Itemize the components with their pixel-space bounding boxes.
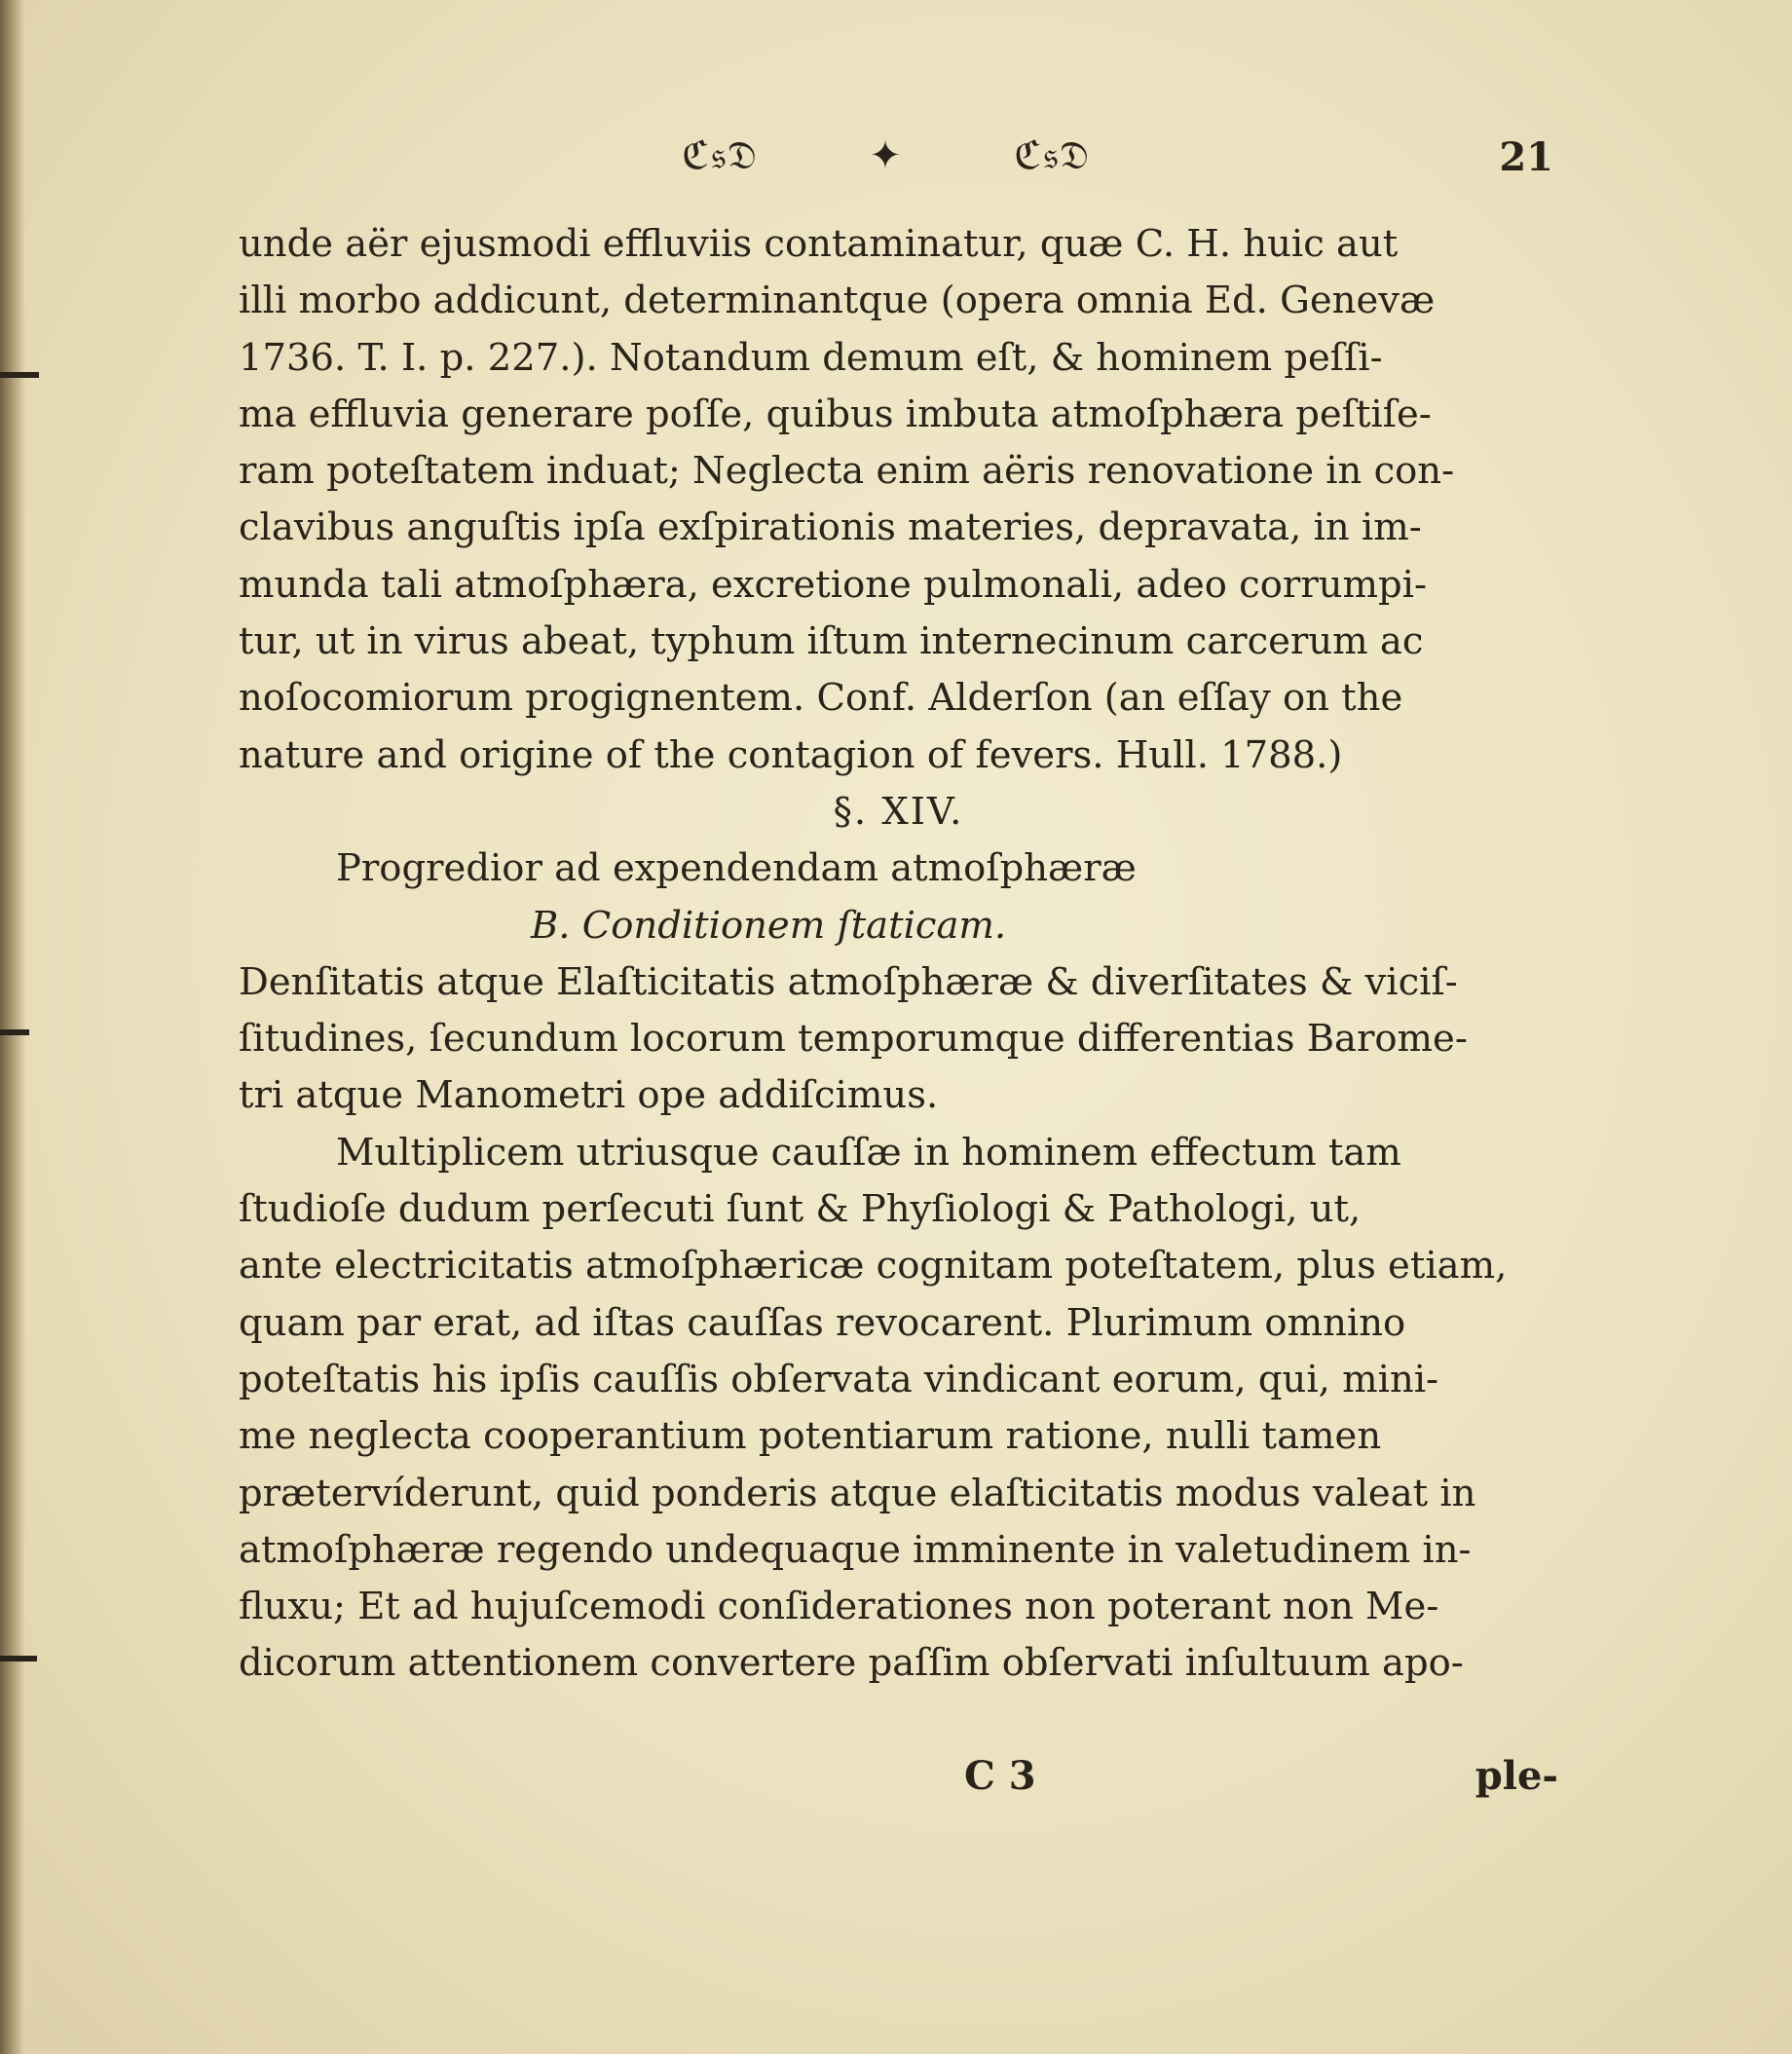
edge-mark <box>0 372 39 378</box>
signature-mark: C 3 <box>964 1753 1036 1799</box>
ornament-right: ℭ𝔰𝔇 <box>1014 133 1091 178</box>
ornament-left: ℭ𝔰𝔇 <box>682 133 759 178</box>
text-line: tur, ut in virus abeat, typhum iſtum internecinum carcerum ac <box>239 619 1424 664</box>
ornament-center: ✦ <box>869 133 904 178</box>
text-line: ſtudioſe dudum perſecuti ſunt & Phyſiologi & Pathologi, ut, <box>239 1187 1362 1232</box>
subtitle-line: Progredior ad expendendam atmoſphæræ <box>336 846 1137 891</box>
text-line: poteſtatis his ipſis cauſſis obſervata vindicant eorum, qui, mini- <box>239 1357 1439 1401</box>
text-line: ante electricitatis atmoſphæricæ cognitam poteſtatem, plus etiam, <box>239 1244 1508 1288</box>
text-line: ſitudines, ſecundum locorum temporumque differentias Barome- <box>239 1017 1468 1062</box>
text-line: illi morbo addicunt, determinantque (opera omnia Ed. Genevæ <box>239 279 1436 323</box>
text-line: Denſitatis atque Elaſticitatis atmoſphæræ & diverſitates & viciſ- <box>239 959 1458 1004</box>
running-head <box>0 127 1792 185</box>
text-line: nature and origine of the contagion of fevers. Hull. 1788.) <box>239 732 1343 777</box>
text-line: clavibus anguſtis ipſa exſpirationis materies, depravata, in im- <box>239 505 1422 550</box>
text-line: tri atque Manometri ope addiſcimus. <box>239 1073 939 1118</box>
text-line: noſocomiorum progignentem. Conf. Alderſon (an eſſay on the <box>239 676 1403 721</box>
text-line: Multiplicem utriusque cauſſæ in hominem effectum tam <box>336 1130 1401 1175</box>
text-line: quam par erat, ad iſtas cauſſas revocarent. Plurimum omnino <box>239 1300 1406 1345</box>
text-line: dicorum attentionem convertere paſſim obſervati inſultuum apo- <box>239 1641 1464 1686</box>
text-line: fluxu; Et ad hujuſcemodi conſiderationes non poterant non Me- <box>239 1585 1439 1629</box>
subtitle-line: B. Conditionem ſtaticam. <box>531 903 1007 948</box>
text-line: ma effluvia generare poſſe, quibus imbuta atmoſphæra peſtiſe- <box>239 392 1432 436</box>
text-line: unde aër ejusmodi effluviis contaminatur, quæ C. H. huic aut <box>239 222 1399 266</box>
text-line: 1736. T. I. p. 227.). Notandum demum eſt, & hominem peſſi- <box>239 335 1383 380</box>
text-line: munda tali atmoſphæra, excretione pulmonali, adeo corrumpi- <box>239 562 1427 607</box>
section-heading: §. XIV. <box>833 789 964 834</box>
text-line: me neglecta cooperantium potentiarum ratione, nulli tamen <box>239 1414 1382 1459</box>
page-number: 21 <box>1499 134 1553 180</box>
body-text <box>239 216 1558 1693</box>
page-footer <box>239 1753 1558 1811</box>
edge-mark <box>0 1656 37 1662</box>
page-left-edge <box>0 0 25 2054</box>
headpiece-ornament <box>682 127 1091 185</box>
text-line: atmoſphæræ regendo undequaque imminente in valetudinem in- <box>239 1527 1472 1572</box>
text-line: ram poteſtatem induat; Neglecta enim aëris renovatione in con- <box>239 449 1455 494</box>
text-line: prætervíderunt, quid ponderis atque elaſticitatis modus valeat in <box>239 1471 1476 1515</box>
edge-mark <box>0 1029 29 1035</box>
catchword: ple- <box>1475 1753 1558 1799</box>
